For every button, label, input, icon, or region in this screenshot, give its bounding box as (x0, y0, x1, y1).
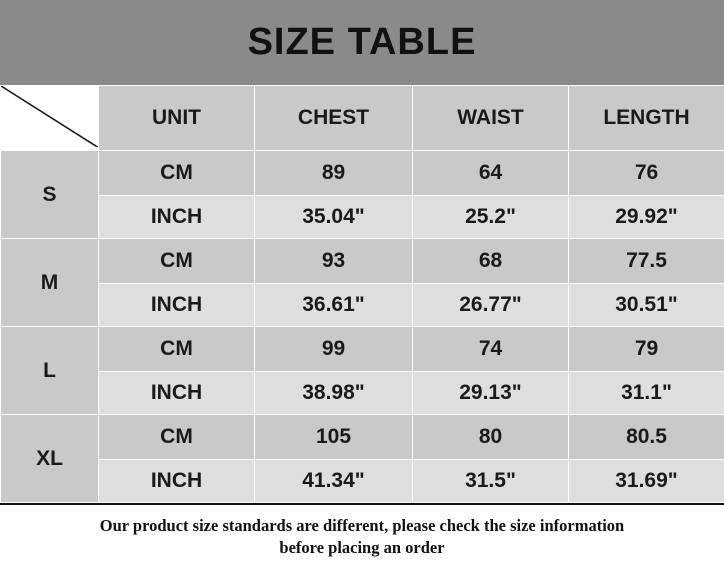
unit-inch: INCH (99, 372, 255, 415)
unit-inch: INCH (99, 284, 255, 327)
table-row (1, 415, 724, 460)
unit-cm: CM (99, 327, 255, 372)
chest-cm: 89 (255, 151, 413, 196)
size-label-l: L (1, 327, 99, 415)
length-inch: 30.51" (569, 284, 724, 327)
length-inch: 29.92" (569, 196, 724, 239)
column-header-chest: CHEST (255, 86, 413, 151)
chest-inch: 38.98" (255, 372, 413, 415)
page-title: SIZE TABLE (248, 21, 477, 64)
size-label-s: S (1, 151, 99, 239)
length-cm: 77.5 (569, 239, 724, 284)
unit-cm: CM (99, 415, 255, 460)
waist-cm: 64 (413, 151, 569, 196)
waist-inch: 26.77" (413, 284, 569, 327)
table-row (1, 239, 724, 284)
length-cm: 76 (569, 151, 724, 196)
column-header-waist: WAIST (413, 86, 569, 151)
size-disclaimer-line-1: Our product size standards are different, please check the size information (14, 515, 710, 537)
table-row (1, 196, 724, 239)
title-bar (0, 0, 724, 85)
waist-cm: 68 (413, 239, 569, 284)
waist-inch: 29.13" (413, 372, 569, 415)
chest-cm: 99 (255, 327, 413, 372)
length-inch: 31.1" (569, 372, 724, 415)
waist-inch: 31.5" (413, 460, 569, 503)
table-row (1, 460, 724, 503)
size-label-m: M (1, 239, 99, 327)
chest-inch: 36.61" (255, 284, 413, 327)
column-header-unit: UNIT (99, 86, 255, 151)
column-header-length: LENGTH (569, 86, 724, 151)
length-cm: 80.5 (569, 415, 724, 460)
chest-cm: 93 (255, 239, 413, 284)
waist-cm: 80 (413, 415, 569, 460)
unit-cm: CM (99, 239, 255, 284)
chest-inch: 41.34" (255, 460, 413, 503)
unit-inch: INCH (99, 196, 255, 239)
table-row (1, 372, 724, 415)
length-inch: 31.69" (569, 460, 724, 503)
size-disclaimer-line-2: before placing an order (14, 537, 710, 559)
waist-cm: 74 (413, 327, 569, 372)
unit-cm: CM (99, 151, 255, 196)
size-disclaimer (0, 503, 724, 568)
size-table (0, 85, 724, 503)
size-label-xl: XL (1, 415, 99, 503)
diagonal-slash-icon (1, 86, 98, 147)
table-row (1, 327, 724, 372)
table-row (1, 151, 724, 196)
unit-inch: INCH (99, 460, 255, 503)
chest-cm: 105 (255, 415, 413, 460)
waist-inch: 25.2" (413, 196, 569, 239)
table-header-row (1, 86, 724, 151)
length-cm: 79 (569, 327, 724, 372)
corner-cell (1, 86, 99, 151)
table-row (1, 284, 724, 327)
chest-inch: 35.04" (255, 196, 413, 239)
